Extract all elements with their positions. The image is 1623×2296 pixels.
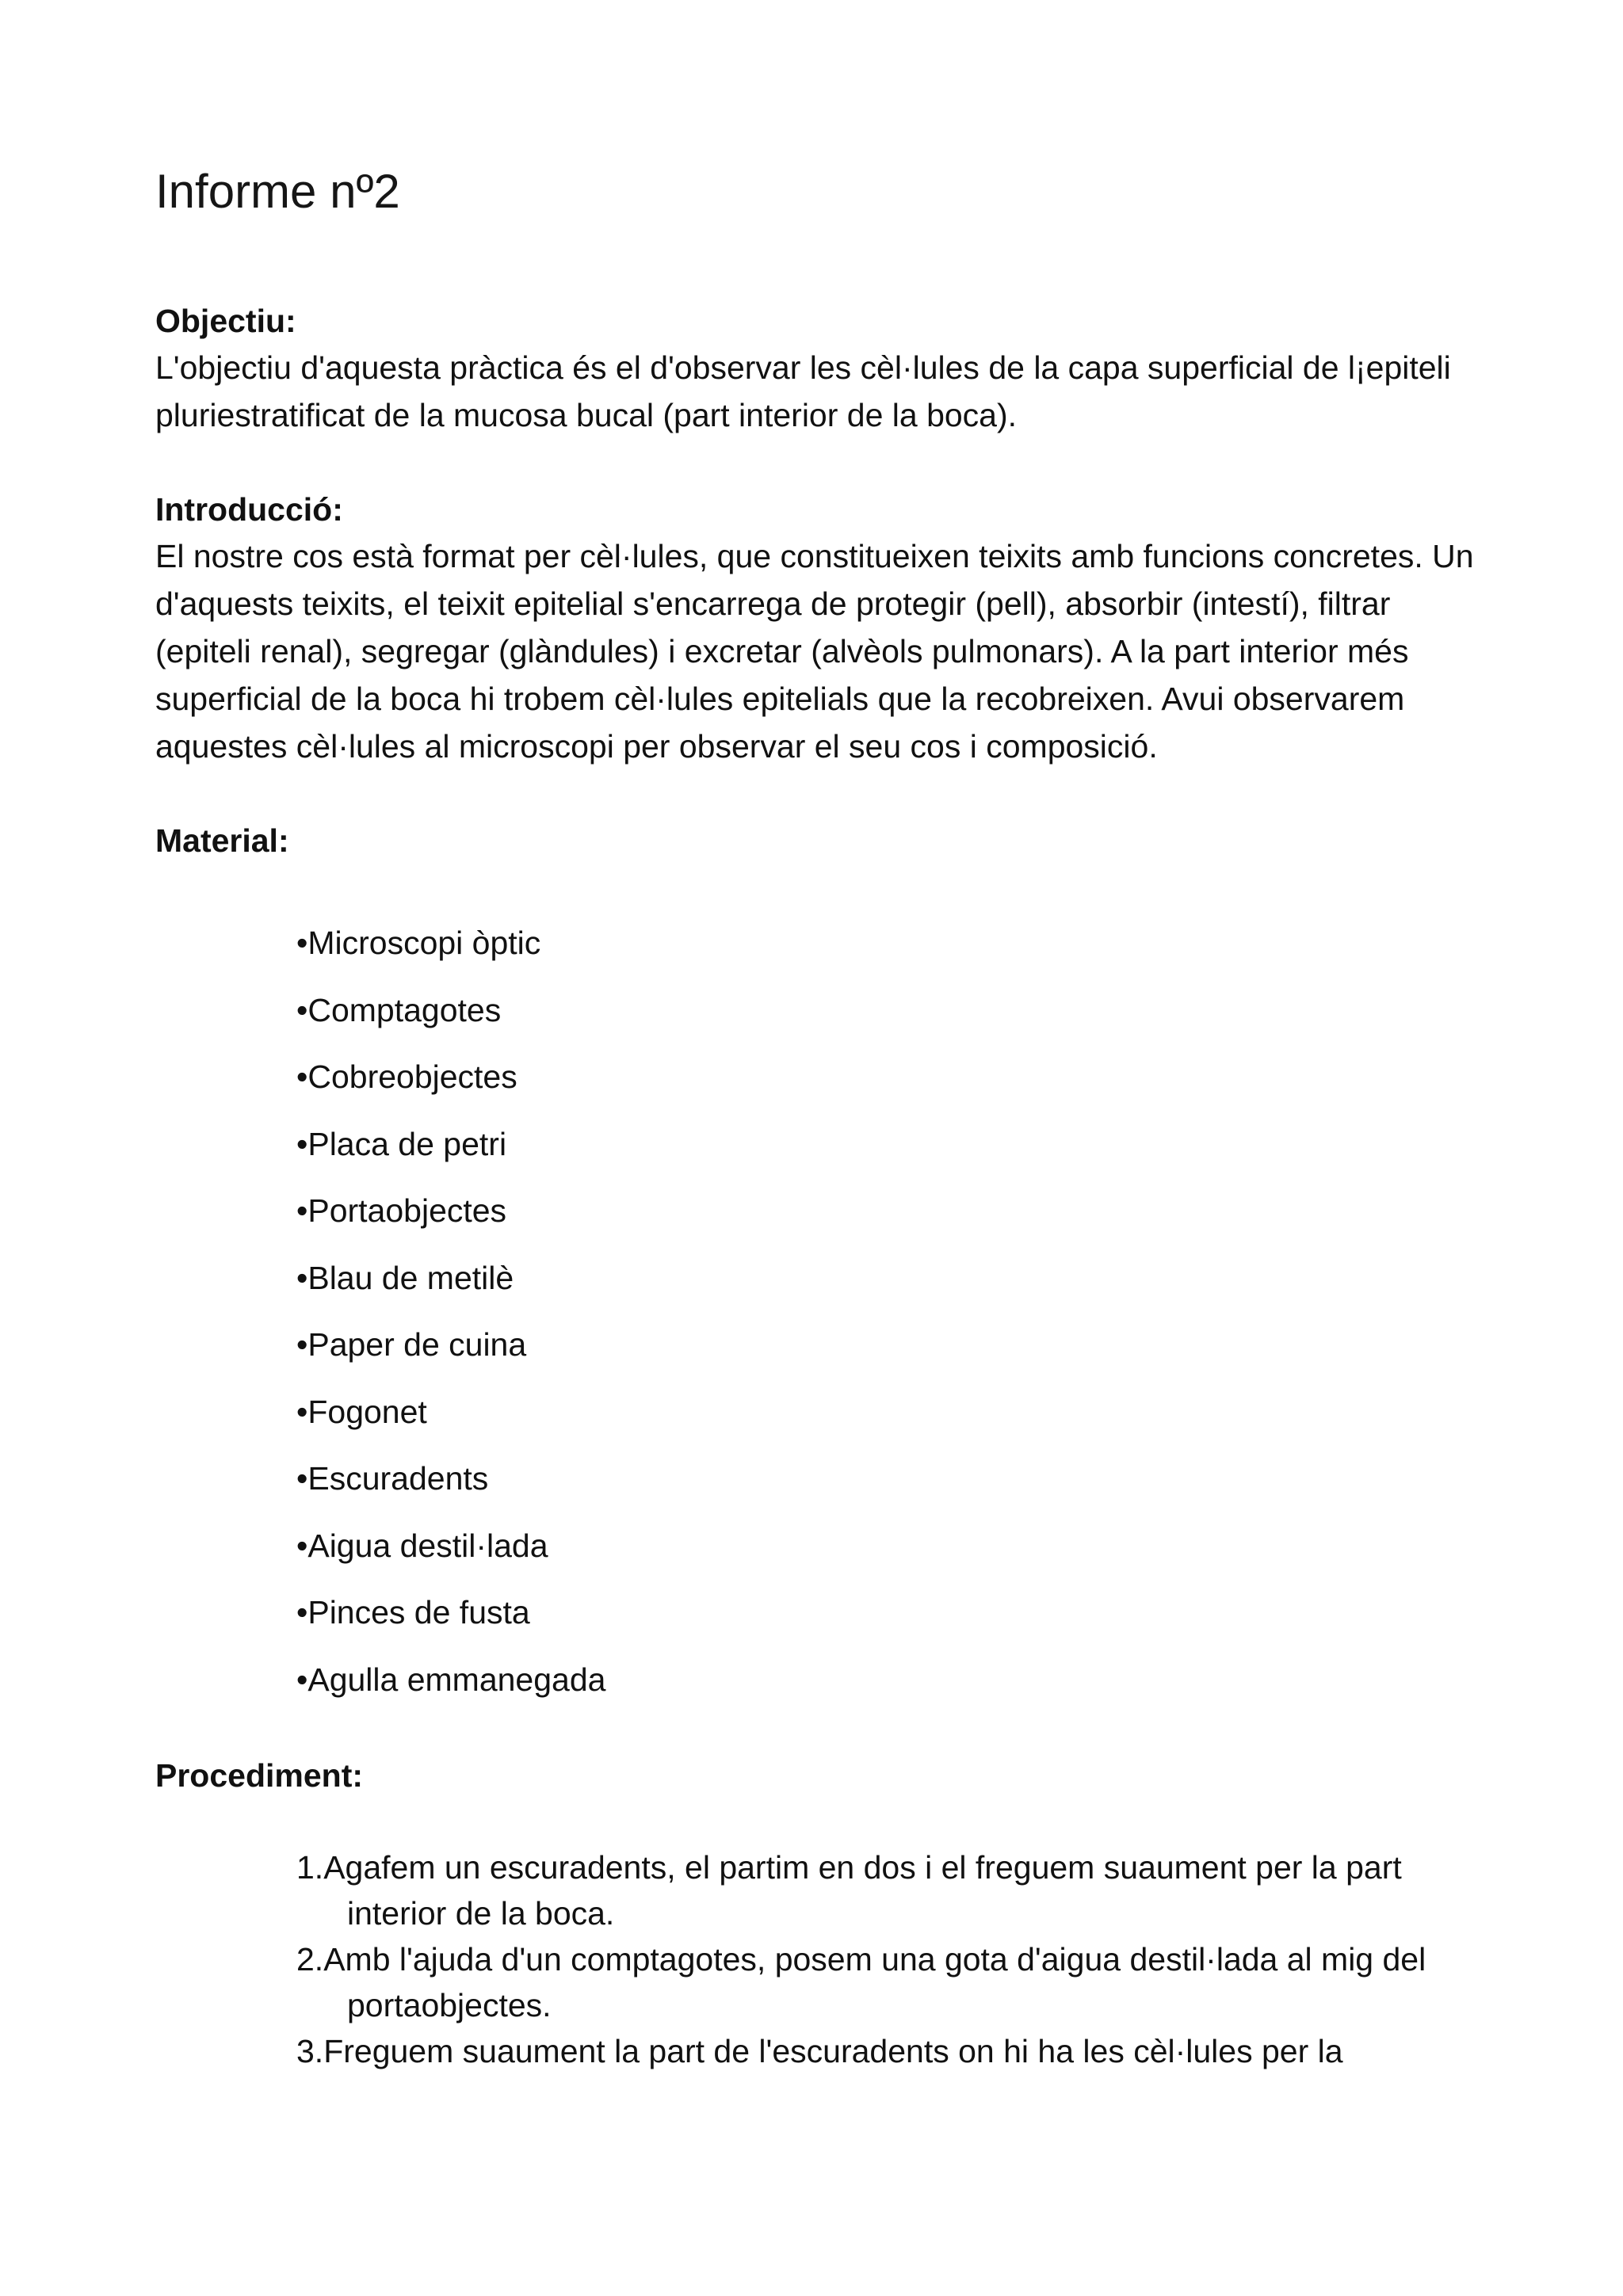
- list-item: •Comptagotes: [296, 991, 502, 1028]
- material-list: [155, 910, 1487, 1713]
- introduction-heading: Introducció:: [155, 491, 343, 528]
- document-body: [155, 158, 1487, 2074]
- procedure-section: [155, 1753, 1487, 2074]
- list-item: •Placa de petri: [296, 1125, 507, 1162]
- material-section: [155, 818, 1487, 1713]
- list-item: •Escuradents: [296, 1460, 489, 1497]
- document-title: Informe nº2: [155, 165, 400, 218]
- procedure-step: 2.Amb l'ajuda d'un comptagotes, posem una gota d'aigua destil·lada al mig del portaobjectes.: [296, 1941, 1426, 2023]
- objective-heading: Objectiu:: [155, 303, 296, 339]
- list-item: •Agulla emmanegada: [296, 1661, 606, 1698]
- list-item: •Blau de metilè: [296, 1259, 514, 1296]
- list-item: •Aigua destil·lada: [296, 1527, 548, 1564]
- objective-text: L'objectiu d'aquesta pràctica és el d'observar les cèl·lules de la capa superficial de l¡epiteli pluriestratificat de la mucosa bucal (part interior de la boca).: [155, 349, 1451, 433]
- list-item: •Microscopi òptic: [296, 925, 541, 961]
- list-item: •Pinces de fusta: [296, 1594, 530, 1630]
- list-item: •Portaobjectes: [296, 1192, 507, 1229]
- material-heading: Material:: [155, 822, 289, 859]
- procedure-step: 1.Agafem un escuradents, el partim en dos i el freguem suaument per la part interior de la boca.: [296, 1849, 1402, 1932]
- procedure-step: 3.Freguem suaument la part de l'escuradents on hi ha les cèl·lules per la: [296, 2033, 1343, 2069]
- list-item: •Fogonet: [296, 1393, 427, 1430]
- list-item: •Paper de cuina: [296, 1326, 527, 1363]
- objective-section: [155, 298, 1487, 439]
- list-item: •Cobreobjectes: [296, 1058, 517, 1095]
- procedure-heading: Procediment:: [155, 1757, 363, 1794]
- introduction-section: [155, 486, 1487, 770]
- introduction-text: El nostre cos està format per cèl·lules, que constitueixen teixits amb funcions concretes. Un d'aquests teixits, el teixit epitelial s'encarrega de protegir (pell), absorbir (intestí), filtrar (epiteli renal), segregar (glàndules) i excretar (alvèols pulmonars). A la part interior més superficial de la boca hi trobem cèl·lules epitelials que la recobreixen. Avui observarem aquestes cèl·lules al microscopi per observar el seu cos i composició.: [155, 538, 1474, 765]
- procedure-list: [155, 1844, 1487, 2074]
